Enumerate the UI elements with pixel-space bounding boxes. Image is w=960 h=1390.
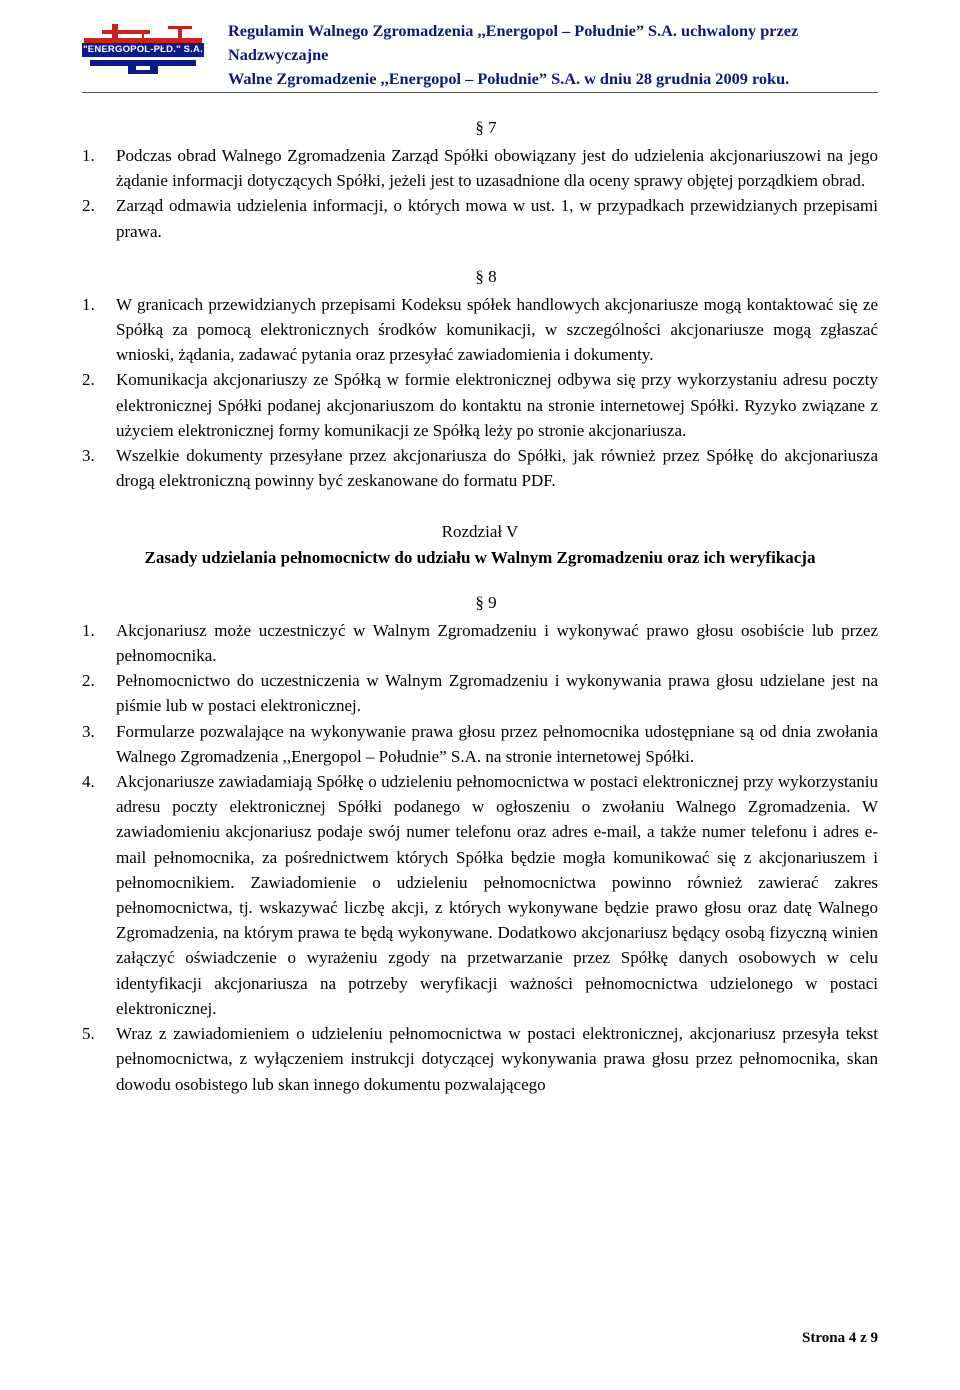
page-header: [0, 0, 960, 96]
section-heading-8: § 8: [475, 266, 497, 286]
item-number: 1.: [82, 294, 95, 314]
document-body: [82, 113, 878, 1097]
list-item: [82, 1021, 878, 1097]
item-number: 4.: [82, 772, 95, 792]
item-text: Komunikacja akcjonariuszy ze Spółką w formie elektronicznej odbywa się przy wykorzystaniu adresu poczty elektronicznej Spółki podanej akcjonariuszom do kontaktu na stronie internetowej Spółki. Ryzyko związane z użyciem elektronicznej formy komunikacji ze Spółką leży po stronie akcjonariusza.: [116, 370, 878, 440]
item-text: Akcjonariusze zawiadamiają Spółkę o udzieleniu pełnomocnictwa w postaci elektronicznej przy wykorzystaniu adresu poczty elektronicznej Spółki podanego w ogłoszeniu o zwołaniu Walnego Zgromadzenia. W zawiadomieniu akcjonariusz podaje swój numer telefonu oraz adres e-mail, a także numer telefonu i adres e-mail pełnomocnika, za pośrednictwem których Spółka będzie mogła komunikować się z akcjonariuszem i pełnomocnikiem. Zawiadomienie o udzieleniu pełnomocnictwa powinno również zawierać zakres pełnomocnictwa, tj. wskazywać liczbę akcji, z których wykonywane będzie prawo głosu oraz datę Walnego Zgromadzenia, na którym prawa te będą wykonywane. Dodatkowo akcjonariusz będący osobą fizyczną winien załączyć oświadczenie o wyrażeniu zgody na przetwarzanie przez Spółkę danych osobowych w celu identyfikacji akcjonariusza na potrzeby weryfikacji ważności pełnomocnictwa udzielonego w postaci elektronicznej.: [116, 772, 878, 1018]
chapter-label: Rozdział V: [441, 522, 519, 542]
section-heading-7: § 7: [475, 118, 497, 137]
list-item: [82, 292, 878, 368]
item-number: 1.: [82, 620, 95, 640]
list-item: [82, 367, 878, 443]
item-number: 3.: [82, 721, 95, 741]
item-text: W granicach przewidzianych przepisami Kodeksu spółek handlowych akcjonariusze mogą kontaktować się ze Spółką za pomocą elektronicznych środków komunikacji, w szczególności akcjonariusze mogą zgłaszać wnioski, żądania, zadawać pytania oraz przesyłać zawiadomienia i dokumenty.: [116, 294, 878, 365]
section-heading-9: § 9: [475, 592, 497, 612]
item-number: 2.: [82, 671, 95, 691]
section-7-list: [82, 143, 878, 244]
item-text: Zarząd odmawia udzielenia informacji, o których mowa w ust. 1, w przypadkach przewidzianych przepisami prawa.: [116, 196, 878, 241]
item-number: 1.: [82, 146, 95, 165]
list-item: [82, 443, 878, 493]
company-logo-text: "ENERGOPOL-PŁD." S.A.: [83, 44, 203, 55]
page-number: Strona 4 z 9: [802, 1330, 878, 1346]
item-number: 5.: [82, 1024, 95, 1044]
header-title-line-2: Walne Zgromadzenie ,,Energopol – Południe” S.A. w dniu 28 grudnia 2009 roku.: [228, 69, 790, 88]
item-text: Akcjonariusz może uczestniczyć w Walnym Zgromadzeniu i wykonywać prawo głosu osobiście lub przez pełnomocnika.: [116, 620, 878, 666]
item-text: Wraz z zawiadomieniem o udzieleniu pełnomocnictwa w postaci elektronicznej, akcjonariusz przesyła tekst pełnomocnictwa, z wyłączeniem instrukcji dotyczącej wykonywania prawa głosu przez pełnomocnika, skan dowodu osobistego lub skan innego dokumentu pozwalającego: [116, 1024, 878, 1094]
item-text: Pełnomocnictwo do uczestniczenia w Walnym Zgromadzeniu i wykonywania prawa głosu udzielane jest na piśmie lub w postaci elektronicznej.: [116, 671, 878, 716]
header-title-line-1: Regulamin Walnego Zgromadzenia ,,Energopol – Południe” S.A. uchwalony przez Nadzwyczajne: [228, 21, 799, 64]
document-header-title: [228, 19, 888, 91]
section-9-list: [82, 618, 878, 1097]
section-8-list: [82, 292, 878, 494]
item-text: Wszelkie dokumenty przesyłane przez akcjonariusza do Spółki, jak również przez Spółkę do akcjonariusza drogą elektroniczną powinny być zeskanowane do formatu PDF.: [116, 446, 878, 491]
list-item: [82, 668, 878, 718]
item-number: 2.: [82, 196, 95, 216]
list-item: [82, 618, 878, 668]
list-item: [82, 769, 878, 1021]
header-divider: [82, 92, 878, 93]
item-text: Podczas obrad Walnego Zgromadzenia Zarząd Spółki obowiązany jest do udzielenia akcjonariuszowi na jego żądanie informacji dotyczących Spółki, jeżeli jest to uzasadnione dla oceny sprawy objętej porządkiem obrad.: [116, 146, 878, 191]
list-item: [82, 719, 878, 769]
chapter-title: Zasady udzielania pełnomocnictw do udziału w Walnym Zgromadzeniu oraz ich weryfikacja: [144, 547, 816, 567]
item-number: 2.: [82, 370, 95, 390]
list-item: [82, 143, 878, 193]
item-number: 3.: [82, 446, 95, 466]
list-item: [82, 193, 878, 243]
item-text: Formularze pozwalające na wykonywanie prawa głosu przez pełnomocnika udostępniane są od dnia zwołania Walnego Zgromadzenia ,,Energopol – Południe” S.A. na stronie internetowej Spółki.: [116, 721, 878, 766]
